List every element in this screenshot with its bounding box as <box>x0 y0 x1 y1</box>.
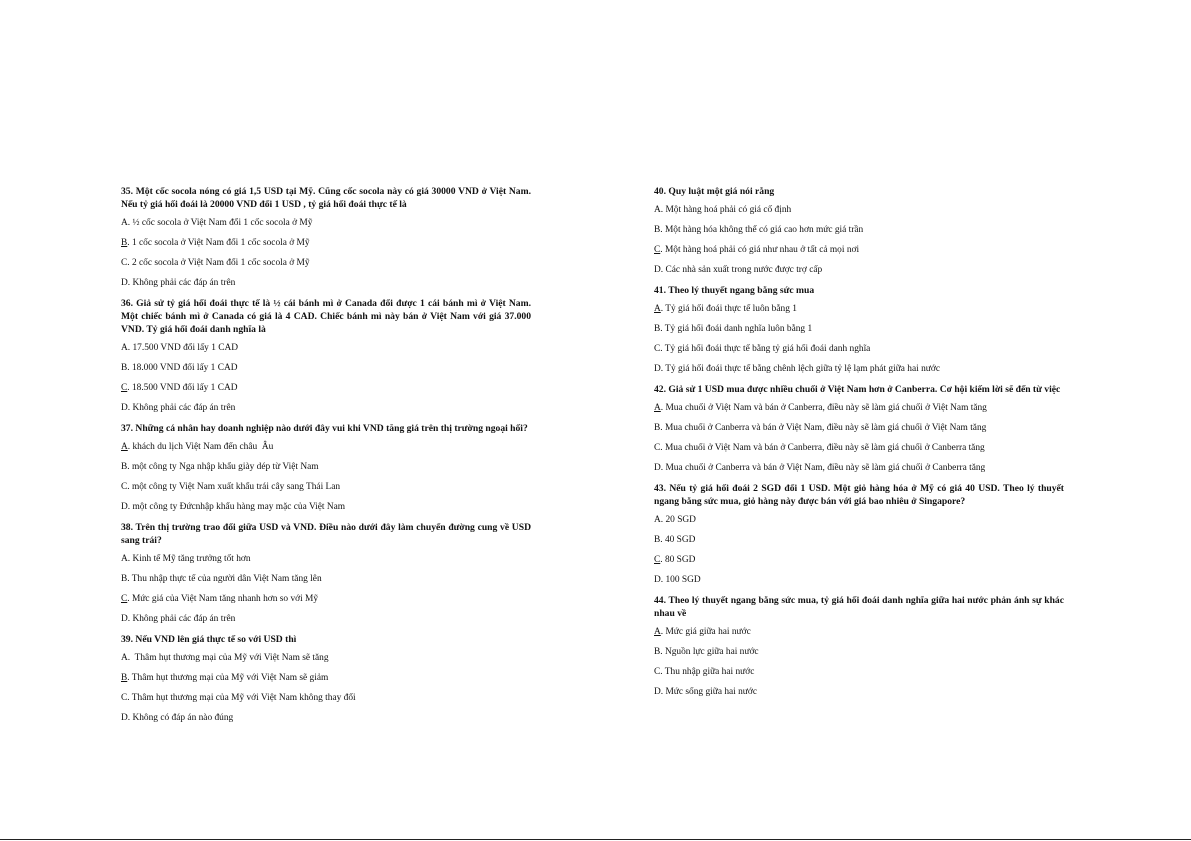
question-block <box>121 633 531 724</box>
answer-option <box>654 574 1064 586</box>
answer-text: . Một hàng hoá phải có giá như nhau ở tất cả mọi nơi <box>660 245 860 255</box>
answer-letter: A. <box>121 554 131 564</box>
answer-text: 100 SGD <box>663 575 701 585</box>
answer-letter: D. <box>654 687 664 697</box>
question-title: 41. Theo lý thuyết ngang bằng sức mua <box>654 285 815 296</box>
answer-letter: A. <box>654 205 664 215</box>
answer-option <box>121 573 531 585</box>
answer-option <box>121 362 531 374</box>
answer-option <box>654 514 1064 526</box>
answer-text: một công ty Việt Nam xuất khẩu trái cây sang Thái Lan <box>129 482 341 492</box>
answer-text: . 80 SGD <box>660 555 696 565</box>
answer-option <box>121 481 531 493</box>
answer-text: Một hàng hóa không thể có giá cao hơn mức giá trần <box>662 225 864 235</box>
answer-letter: D. <box>654 575 664 585</box>
question-title: 39. Nếu VND lên giá thực tế so với USD thì <box>121 634 297 645</box>
answer-option <box>121 613 531 625</box>
answer-letter: D. <box>121 278 131 288</box>
answer-letter-correct: B <box>121 673 128 683</box>
answer-option <box>654 323 1064 335</box>
question-block <box>654 185 1064 276</box>
answer-letter: B. <box>121 574 130 584</box>
answer-option <box>654 264 1064 276</box>
answer-text: Thu nhập thực tế của người dân Việt Nam tăng lên <box>129 574 322 584</box>
answer-letter: D. <box>654 265 664 275</box>
answer-option <box>121 237 531 249</box>
answer-text: Không phải các đáp án trên <box>130 278 236 288</box>
answer-text: Kinh tế Mỹ tăng trưởng tốt hơn <box>130 554 251 564</box>
answer-letter: C. <box>121 693 130 703</box>
answer-text: Thâm hụt thương mại của Mỹ với Việt Nam sẽ tăng <box>130 653 329 663</box>
answer-letter: D. <box>121 403 131 413</box>
answer-text: một công ty Nga nhập khẩu giày dép từ Việt Nam <box>129 462 319 472</box>
answer-option <box>121 342 531 354</box>
answer-letter: C. <box>121 258 130 268</box>
answer-text: Tỷ giá hối đoái danh nghĩa luôn bằng 1 <box>662 324 813 334</box>
answer-option <box>654 224 1064 236</box>
answer-text: Mua chuối ở Việt Nam và bán ở Canberra, điều này sẽ làm giá chuối ở Canberra tăng <box>662 443 985 453</box>
answer-text: . 1 cốc socola ở Việt Nam đổi 1 cốc socola ở Mỹ <box>127 238 310 248</box>
question-title: 44. Theo lý thuyết ngang bằng sức mua, tỷ giá hối đoái danh nghĩa giữa hai nước phản ánh sự khác nhau về <box>654 595 1064 619</box>
answer-text: Các nhà sản xuất trong nước được trợ cấp <box>663 265 823 275</box>
answer-option <box>654 626 1064 638</box>
answer-letter-correct: C <box>121 594 128 604</box>
answer-option <box>654 554 1064 566</box>
answer-text: một công ty Đứcnhập khẩu hàng may mặc của Việt Nam <box>130 502 346 512</box>
answer-text: 20 SGD <box>663 515 696 525</box>
answer-text: . Thâm hụt thương mại của Mỹ với Việt Nam sẽ giảm <box>127 673 329 683</box>
answer-text: Tỷ giá hối đoái thực tế bằng chênh lệch giữa tỷ lệ lạm phát giữa hai nước <box>663 364 940 374</box>
answer-text: Thâm hụt thương mại của Mỹ với Việt Nam không thay đổi <box>129 693 356 703</box>
answer-option <box>121 217 531 229</box>
answer-option <box>654 303 1064 315</box>
answer-text: Nguồn lực giữa hai nước <box>662 647 759 657</box>
answer-letter-correct: A <box>121 442 128 452</box>
question-title: 36. Giả sử tỷ giá hối đoái thực tế là ½ cái bánh mì ở Canada đổi được 1 cái bánh mì ở Việt Nam. Một chiếc bánh mì ở Canada có giá là 4 CAD. Chiếc bánh mì này bán ở Việt Nam với giá 37.000 VND. Tỷ giá hối đoái danh nghĩa là <box>121 298 531 335</box>
answer-text: . Tỷ giá hối đoái thực tế luôn bằng 1 <box>660 304 797 314</box>
answer-letter: C. <box>121 482 130 492</box>
question-block <box>654 284 1064 375</box>
answer-text: . Mua chuối ở Việt Nam và bán ở Canberra, điều này sẽ làm giá chuối ở Việt Nam tăng <box>660 403 987 413</box>
answer-letter: B. <box>654 423 663 433</box>
answer-letter: A. <box>121 218 131 228</box>
answer-text: Không phải các đáp án trên <box>130 614 236 624</box>
question-title: 35. Một cốc socola nóng có giá 1,5 USD tại Mỹ. Cũng cốc socola này có giá 30000 VND ở Việt Nam. Nếu tỷ giá hối đoái là 20000 VND đổi 1 USD , tỷ giá hối đoái thực tế là <box>121 186 531 210</box>
answer-letter: D. <box>121 614 131 624</box>
answer-option <box>121 652 531 664</box>
answer-option <box>121 692 531 704</box>
answer-letter: B. <box>654 225 663 235</box>
answer-letter: A. <box>121 343 131 353</box>
answer-option <box>654 646 1064 658</box>
answer-text: Một hàng hoá phải có giá cố định <box>663 205 792 215</box>
answer-option <box>121 501 531 513</box>
answer-option <box>654 402 1064 414</box>
left-column <box>121 185 531 732</box>
answer-letter-correct: C <box>121 383 128 393</box>
answer-letter: A. <box>654 515 664 525</box>
question-title: 43. Nếu tỷ giá hối đoái 2 SGD đổi 1 USD. Một giỏ hàng hóa ở Mỹ có giá 40 USD. Theo lý thuyết ngang bằng sức mua, giỏ hàng này được bán với giá bao nhiêu ở Singapore? <box>654 483 1064 507</box>
answer-option <box>654 534 1064 546</box>
answer-option <box>121 257 531 269</box>
answer-text: Không phải các đáp án trên <box>130 403 236 413</box>
question-block <box>121 185 531 289</box>
answer-option <box>121 461 531 473</box>
right-column <box>654 185 1064 706</box>
question-title: 37. Những cá nhân hay doanh nghiệp nào dưới đây vui khi VND tăng giá trên thị trường ngoại hối? <box>121 423 528 434</box>
answer-letter: C. <box>654 667 663 677</box>
answer-letter: B. <box>121 363 130 373</box>
answer-letter: D. <box>654 364 664 374</box>
answer-letter: D. <box>121 713 131 723</box>
bottom-rule <box>0 839 1191 840</box>
answer-option <box>121 672 531 684</box>
answer-text: Mức sống giữa hai nước <box>663 687 758 697</box>
answer-letter: C. <box>654 443 663 453</box>
answer-letter: D. <box>654 463 664 473</box>
answer-text: . 18.500 VND đổi lấy 1 CAD <box>127 383 238 393</box>
question-block <box>654 594 1064 698</box>
answer-letter: B. <box>654 324 663 334</box>
answer-text: 2 cốc socola ở Việt Nam đổi 1 cốc socola ở Mỹ <box>129 258 310 268</box>
answer-letter: B. <box>654 535 663 545</box>
answer-text: Thu nhập giữa hai nước <box>662 667 755 677</box>
answer-text: . Mức giá giữa hai nước <box>660 627 751 637</box>
answer-letter-correct: B <box>121 238 128 248</box>
answer-text: 17.500 VND đổi lấy 1 CAD <box>130 343 239 353</box>
answer-option <box>654 666 1064 678</box>
answer-option <box>121 593 531 605</box>
answer-letter-correct: A <box>654 627 661 637</box>
answer-letter-correct: C <box>654 245 661 255</box>
answer-option <box>654 363 1064 375</box>
answer-option <box>121 553 531 565</box>
answer-letter: A. <box>121 653 131 663</box>
answer-text: Mua chuối ở Canberra và bán ở Việt Nam, điều này sẽ làm giá chuối ở Việt Nam tăng <box>662 423 987 433</box>
question-block <box>121 521 531 625</box>
question-title: 40. Quy luật một giá nói rằng <box>654 186 775 197</box>
answer-option <box>654 686 1064 698</box>
answer-letter-correct: A <box>654 403 661 413</box>
answer-option <box>121 277 531 289</box>
answer-option <box>654 442 1064 454</box>
question-block <box>654 482 1064 586</box>
answer-text: 40 SGD <box>662 535 696 545</box>
answer-option <box>654 204 1064 216</box>
answer-letter: C. <box>654 344 663 354</box>
answer-letter: B. <box>654 647 663 657</box>
answer-option <box>121 441 531 453</box>
answer-option <box>654 422 1064 434</box>
answer-option <box>121 712 531 724</box>
answer-letter: B. <box>121 462 130 472</box>
answer-text: . khách du lịch Việt Nam đến châu Âu <box>127 442 274 452</box>
answer-option <box>121 402 531 414</box>
answer-letter-correct: A <box>654 304 661 314</box>
question-block <box>121 297 531 414</box>
answer-text: Không có đáp án nào đúng <box>130 713 234 723</box>
answer-letter-correct: C <box>654 555 661 565</box>
question-block <box>121 422 531 513</box>
answer-text: ½ cốc socola ở Việt Nam đổi 1 cốc socola ở Mỹ <box>130 218 313 228</box>
question-title: 38. Trên thị trường trao đổi giữa USD và VND. Điều nào dưới đây làm chuyển đường cung về USD sang trái? <box>121 522 531 546</box>
answer-text: 18.000 VND đổi lấy 1 CAD <box>129 363 238 373</box>
answer-option <box>654 462 1064 474</box>
question-title: 42. Giả sử 1 USD mua được nhiều chuối ở Việt Nam hơn ở Canberra. Cơ hội kiếm lời sẽ đến từ việc <box>654 384 1061 395</box>
answer-option <box>654 343 1064 355</box>
answer-text: Tỷ giá hối đoái thực tế bằng tỷ giá hối đoái danh nghĩa <box>662 344 871 354</box>
answer-text: . Mức giá của Việt Nam tăng nhanh hơn so với Mỹ <box>127 594 319 604</box>
answer-text: Mua chuối ở Canberra và bán ở Việt Nam, điều này sẽ làm giá chuối ở Canberra tăng <box>663 463 986 473</box>
answer-option <box>121 382 531 394</box>
answer-option <box>654 244 1064 256</box>
answer-letter: D. <box>121 502 131 512</box>
question-block <box>654 383 1064 474</box>
